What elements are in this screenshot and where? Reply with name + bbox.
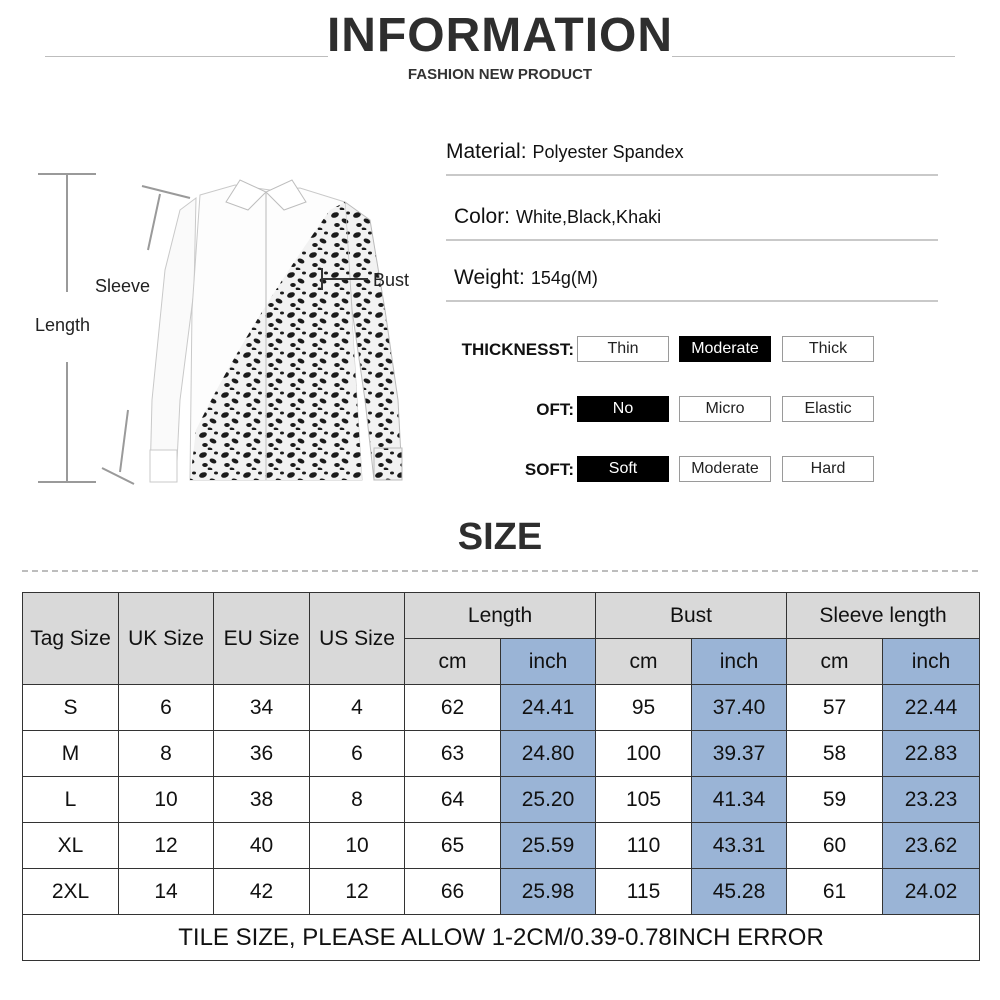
- oft-option-no[interactable]: No: [577, 396, 669, 422]
- length-label: Length: [35, 315, 91, 335]
- cell-tag: L: [23, 777, 119, 823]
- header-uk-size: UK Size: [119, 593, 214, 685]
- material-label: Material:: [446, 140, 527, 163]
- cell-us: 4: [310, 685, 405, 731]
- cell-uk: 10: [119, 777, 214, 823]
- soft-row: [440, 456, 880, 484]
- size-divider: [22, 570, 978, 572]
- header-bust-inch: inch: [692, 639, 787, 685]
- header-length-inch: inch: [501, 639, 596, 685]
- cell-sleeve-cm: 59: [787, 777, 883, 823]
- cell-eu: 42: [214, 869, 310, 915]
- cell-sleeve-cm: 57: [787, 685, 883, 731]
- cell-uk: 14: [119, 869, 214, 915]
- header-eu-size: EU Size: [214, 593, 310, 685]
- thickness-option-thick[interactable]: Thick: [782, 336, 874, 362]
- cell-us: 10: [310, 823, 405, 869]
- cell-length-cm: 65: [405, 823, 501, 869]
- cell-tag: XL: [23, 823, 119, 869]
- cell-bust-cm: 95: [596, 685, 692, 731]
- header-us-size: US Size: [310, 593, 405, 685]
- soft-option-moderate[interactable]: Moderate: [679, 456, 771, 482]
- cell-eu: 34: [214, 685, 310, 731]
- size-title: SIZE: [457, 516, 543, 558]
- cell-uk: 8: [119, 731, 214, 777]
- weight-value: 154g(M): [530, 268, 598, 288]
- cell-sleeve-cm: 58: [787, 731, 883, 777]
- product-illustration: [0, 150, 440, 500]
- cell-sleeve-inch: 22.83: [883, 731, 980, 777]
- cell-us: 12: [310, 869, 405, 915]
- bust-label: Bust: [373, 270, 410, 290]
- header-length-cm: cm: [405, 639, 501, 685]
- cell-bust-inch: 37.40: [692, 685, 787, 731]
- table-row: [23, 777, 980, 823]
- material-row: [446, 140, 938, 176]
- size-note: TILE SIZE, PLEASE ALLOW 1-2CM/0.39-0.78INCH ERROR: [23, 915, 980, 961]
- cell-uk: 6: [119, 685, 214, 731]
- page-subtitle: FASHION NEW PRODUCT: [407, 66, 593, 83]
- header-sleeve-inch: inch: [883, 639, 980, 685]
- cell-length-cm: 66: [405, 869, 501, 915]
- cell-tag: M: [23, 731, 119, 777]
- cell-us: 8: [310, 777, 405, 823]
- cell-bust-cm: 105: [596, 777, 692, 823]
- cell-bust-inch: 45.28: [692, 869, 787, 915]
- cell-bust-cm: 110: [596, 823, 692, 869]
- table-note-row: [23, 915, 980, 961]
- color-label: Color:: [454, 205, 511, 228]
- thickness-option-moderate[interactable]: Moderate: [679, 336, 771, 362]
- header-sleeve-cm: cm: [787, 639, 883, 685]
- cell-length-cm: 64: [405, 777, 501, 823]
- oft-row: [440, 396, 880, 424]
- sleeve-label: Sleeve: [95, 276, 151, 296]
- size-table: [22, 592, 980, 961]
- header-sleeve-length: Sleeve length: [787, 593, 980, 639]
- cell-length-cm: 63: [405, 731, 501, 777]
- header-tag-size: Tag Size: [23, 593, 119, 685]
- cell-tag: 2XL: [23, 869, 119, 915]
- cell-length-inch: 25.20: [501, 777, 596, 823]
- oft-option-micro[interactable]: Micro: [679, 396, 771, 422]
- oft-label: OFT:: [536, 400, 574, 419]
- cell-eu: 36: [214, 731, 310, 777]
- header-bust-cm: cm: [596, 639, 692, 685]
- cell-length-inch: 25.59: [501, 823, 596, 869]
- cell-sleeve-cm: 61: [787, 869, 883, 915]
- cell-sleeve-inch: 23.23: [883, 777, 980, 823]
- material-value: Polyester Spandex: [532, 142, 684, 162]
- table-row: [23, 685, 980, 731]
- thickness-label: THICKNESST:: [461, 340, 574, 359]
- page-title: INFORMATION: [326, 9, 674, 62]
- thickness-option-thin[interactable]: Thin: [577, 336, 669, 362]
- cell-bust-cm: 115: [596, 869, 692, 915]
- cell-length-inch: 25.98: [501, 869, 596, 915]
- cell-sleeve-inch: 23.62: [883, 823, 980, 869]
- table-row: [23, 823, 980, 869]
- weight-label: Weight:: [454, 266, 525, 289]
- soft-option-hard[interactable]: Hard: [782, 456, 874, 482]
- table-row: [23, 731, 980, 777]
- cell-eu: 38: [214, 777, 310, 823]
- header-bust: Bust: [596, 593, 787, 639]
- table-row: [23, 869, 980, 915]
- soft-label: SOFT:: [524, 460, 574, 479]
- cell-bust-inch: 43.31: [692, 823, 787, 869]
- cell-tag: S: [23, 685, 119, 731]
- weight-row: [446, 266, 938, 302]
- cell-length-inch: 24.41: [501, 685, 596, 731]
- color-value: White,Black,Khaki: [516, 207, 662, 227]
- cell-sleeve-inch: 22.44: [883, 685, 980, 731]
- cell-bust-cm: 100: [596, 731, 692, 777]
- header-length: Length: [405, 593, 596, 639]
- oft-option-elastic[interactable]: Elastic: [782, 396, 874, 422]
- cell-eu: 40: [214, 823, 310, 869]
- soft-option-soft[interactable]: Soft: [577, 456, 669, 482]
- cell-us: 6: [310, 731, 405, 777]
- color-row: [446, 205, 938, 241]
- cell-bust-inch: 41.34: [692, 777, 787, 823]
- cell-uk: 12: [119, 823, 214, 869]
- cell-bust-inch: 39.37: [692, 731, 787, 777]
- thickness-row: [440, 336, 880, 364]
- cell-sleeve-inch: 24.02: [883, 869, 980, 915]
- cell-length-cm: 62: [405, 685, 501, 731]
- cell-sleeve-cm: 60: [787, 823, 883, 869]
- cell-length-inch: 24.80: [501, 731, 596, 777]
